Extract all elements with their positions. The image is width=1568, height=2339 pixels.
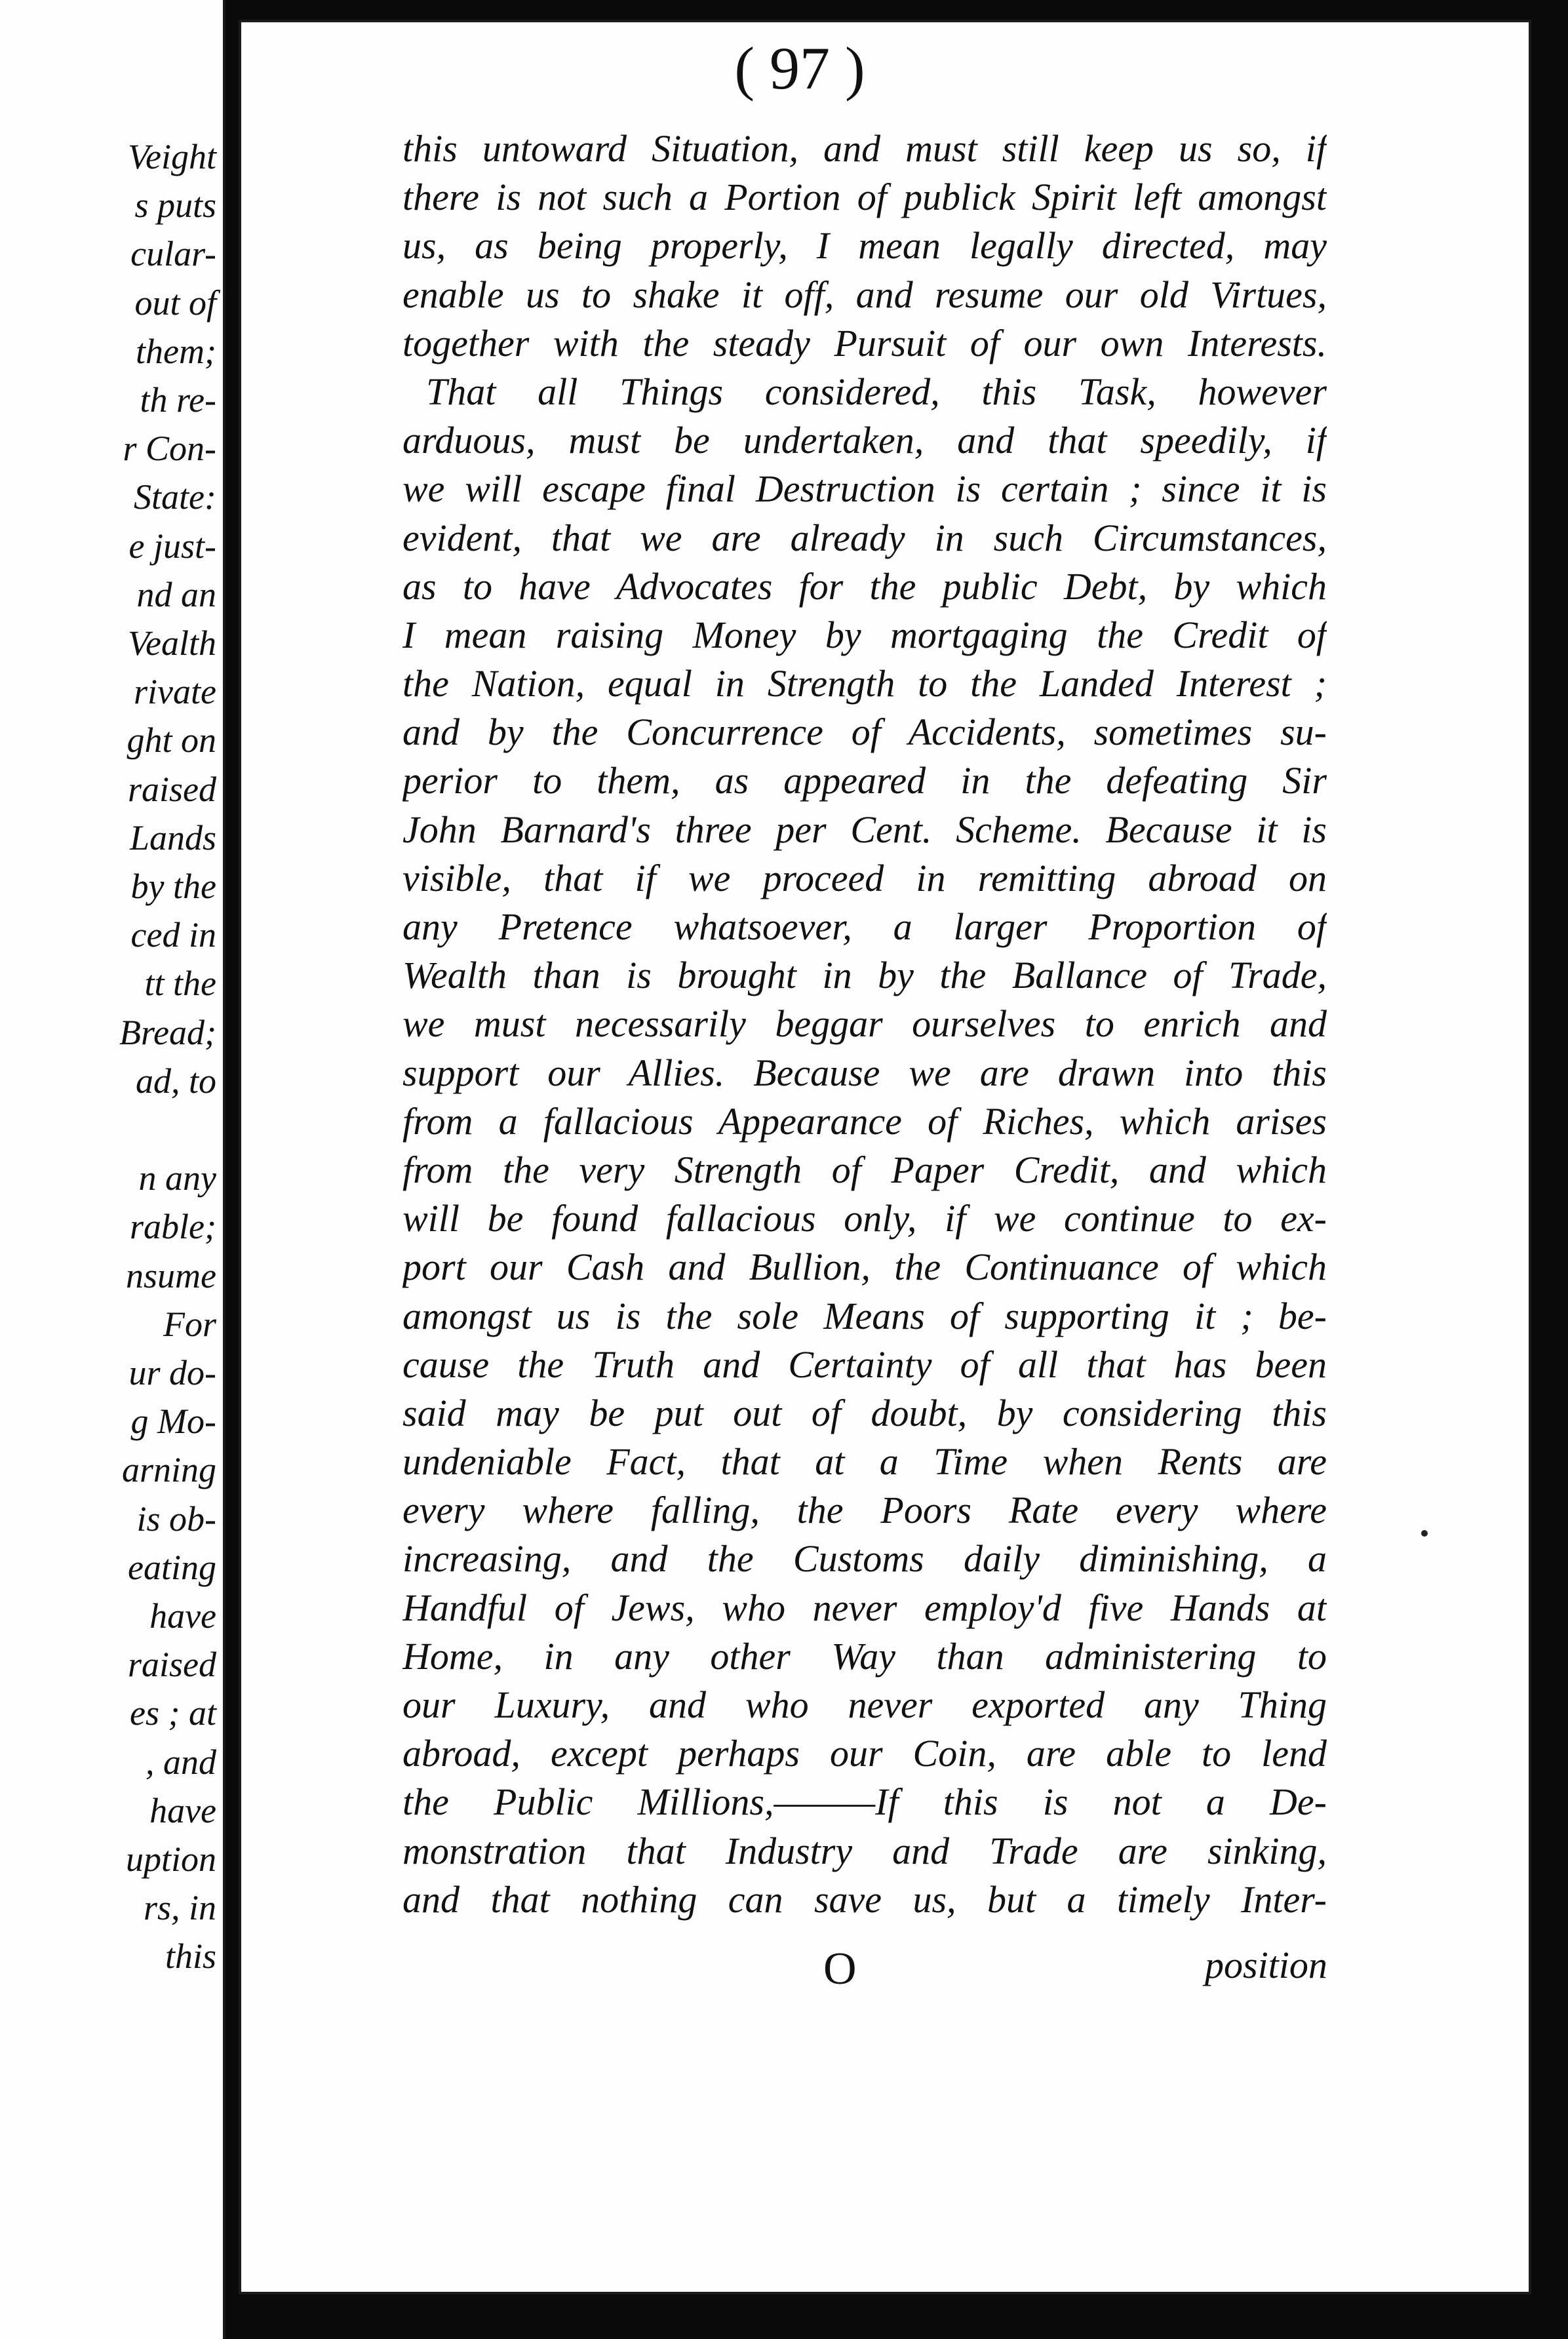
text-line: we must necessarily beggar ourselves to enrich and xyxy=(402,1002,1327,1046)
text-line: every where falling, the Poors Rate every where xyxy=(402,1489,1327,1532)
text-line: arduous, must be undertaken, and that speedily, if xyxy=(402,419,1327,462)
body-text xyxy=(402,125,1327,1924)
facing-page-line: by the xyxy=(130,867,216,906)
facing-page-line: es ; at xyxy=(130,1693,216,1733)
facing-page-line: arning xyxy=(121,1450,216,1490)
text-line: us, as being properly, I mean legally directed, may xyxy=(402,224,1327,267)
text-line: That all Things considered, this Task, however xyxy=(426,370,1327,413)
facing-page-line: uption xyxy=(125,1839,216,1879)
text-line: visible, that if we proceed in remitting abroad on xyxy=(402,856,1327,899)
text-line: undeniable Fact, that at a Time when Rents are xyxy=(402,1440,1327,1484)
book-gutter xyxy=(225,0,239,2339)
facing-page-line: n any xyxy=(138,1158,216,1198)
facing-page-line: nsume xyxy=(126,1255,216,1295)
catchword: position xyxy=(1205,1944,1327,1986)
facing-page-line: th re- xyxy=(140,380,216,420)
page-number: ( 97 ) xyxy=(734,35,865,102)
facing-page-line: cular- xyxy=(130,234,216,274)
facing-page-line: For xyxy=(163,1304,216,1344)
text-line: and by the Concurrence of Accidents, sometimes su- xyxy=(402,711,1327,754)
text-line: support our Allies. Because we are drawn into this xyxy=(402,1051,1327,1094)
text-line: will be found fallacious only, if we continue to ex- xyxy=(402,1197,1327,1240)
facing-page-line: rs, in xyxy=(143,1888,216,1928)
facing-page-line: Lands xyxy=(129,817,216,857)
text-line: together with the steady Pursuit of our own Interests. xyxy=(402,321,1327,364)
facing-page-line: ad, to xyxy=(135,1061,216,1101)
facing-page-line: e just- xyxy=(128,526,216,566)
facing-page-line: , and xyxy=(146,1742,216,1782)
facing-page-line: eating xyxy=(128,1547,216,1587)
text-line: the Nation, equal in Strength to the Landed Interest ; xyxy=(402,662,1327,705)
text-line: John Barnard's three per Cent. Scheme. Because it is xyxy=(402,808,1327,851)
facing-page-line: raised xyxy=(128,769,216,809)
facing-page-line: ur do- xyxy=(128,1353,216,1392)
text-line: said may be put out of doubt, by considering this xyxy=(402,1391,1327,1434)
facing-page-line: rivate xyxy=(134,672,216,712)
facing-page-line: State: xyxy=(134,477,216,517)
facing-page-line: rable; xyxy=(130,1207,216,1247)
text-line: evident, that we are already in such Circumstances, xyxy=(402,516,1327,559)
facing-page-line: have xyxy=(149,1596,216,1636)
facing-page-line: out of xyxy=(134,283,216,323)
facing-page-line: tt the xyxy=(144,964,216,1004)
text-line: from a fallacious Appearance of Riches, which arises xyxy=(402,1099,1327,1143)
text-line: amongst us is the sole Means of supporting it ; be- xyxy=(402,1294,1327,1337)
facing-page-line: is ob- xyxy=(136,1499,216,1539)
text-line: this untoward Situation, and must still keep us so, if xyxy=(402,127,1327,170)
text-line: from the very Strength of Paper Credit, and which xyxy=(402,1148,1327,1191)
facing-page-line: ght on xyxy=(127,720,216,760)
text-line: as to have Advocates for the public Debt, by which xyxy=(402,564,1327,608)
facing-page-line: s puts xyxy=(134,186,216,226)
text-line: there is not such a Portion of publick Spirit left amongst xyxy=(402,176,1327,219)
ink-speck xyxy=(1421,1530,1428,1537)
facing-page-line: Bread; xyxy=(119,1012,216,1052)
facing-page-line: raised xyxy=(128,1645,216,1685)
text-line: Handful of Jews, who never employ'd five Hands at xyxy=(402,1586,1327,1629)
text-line: the Public Millions,———If this is not a De- xyxy=(402,1780,1327,1824)
text-line: perior to them, as appeared in the defeating Sir xyxy=(402,759,1327,802)
text-line: and that nothing can save us, but a timely Inter- xyxy=(402,1877,1327,1921)
facing-page-line: nd an xyxy=(136,574,216,614)
text-line: port our Cash and Bullion, the Continuance of which xyxy=(402,1246,1327,1289)
text-line: we will escape final Destruction is certain ; since it is xyxy=(402,467,1327,511)
facing-page-line: Vealth xyxy=(128,623,216,663)
facing-page-line: have xyxy=(149,1790,216,1830)
text-line: I mean raising Money by mortgaging the Credit of xyxy=(402,613,1327,656)
facing-page xyxy=(0,0,225,2339)
text-line: increasing, and the Customs daily diminishing, a xyxy=(402,1537,1327,1581)
text-line: any Pretence whatsoever, a larger Proportion of xyxy=(402,905,1327,948)
facing-page-line: g Mo- xyxy=(130,1402,216,1442)
facing-page-line: Veight xyxy=(128,137,216,176)
text-line: enable us to shake it off, and resume our old Virtues, xyxy=(402,273,1327,316)
text-line: Home, in any other Way than administering to xyxy=(402,1634,1327,1678)
signature-mark: O xyxy=(823,1944,857,1994)
text-line: cause the Truth and Certainty of all that has been xyxy=(402,1343,1327,1386)
text-line: our Luxury, and who never exported any Thing xyxy=(402,1683,1327,1726)
text-line: abroad, except perhaps our Coin, are able to lend xyxy=(402,1732,1327,1775)
text-line: monstration that Industry and Trade are sinking, xyxy=(402,1829,1327,1872)
facing-page-line: ced in xyxy=(130,915,216,955)
book-page xyxy=(239,20,1531,2294)
text-line: Wealth than is brought in by the Ballance of Trade, xyxy=(402,954,1327,997)
facing-page-line: r Con- xyxy=(123,429,216,469)
facing-page-line: this xyxy=(165,1936,216,1976)
facing-page-line: them; xyxy=(136,331,216,371)
